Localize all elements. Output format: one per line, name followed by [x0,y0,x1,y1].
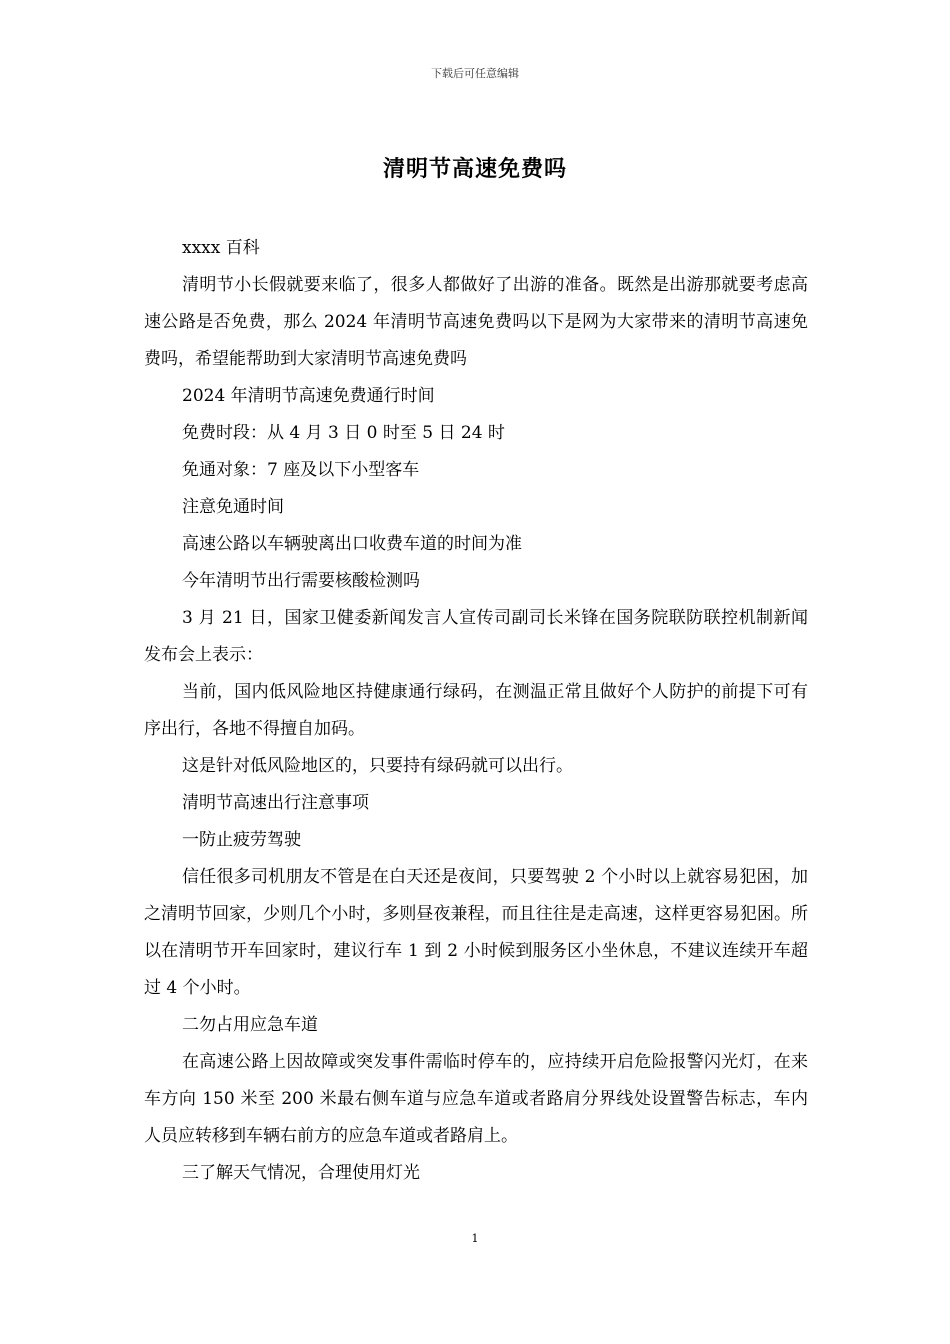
section-heading: 清明节高速出行注意事项 [182,793,369,813]
intro-paragraph: 清明节小长假就要来临了，很多人都做好了出游的准备。既然是出游那就要考虑高速公路是否免费，那么 2024 年清明节高速免费吗以下是网为大家带来的清明节高速免费吗，希望能帮助到大家清明节高速免费吗 [144,275,808,369]
document-body [144,230,808,1192]
section-heading: 今年清明节出行需要核酸检测吗 [182,571,420,591]
subsection-heading: 三了解天气情况，合理使用灯光 [182,1163,420,1183]
body-paragraph: 信任很多司机朋友不管是在白天还是夜间，只要驾驶 2 个小时以上就容易犯困，加之清明节回家，少则几个小时，多则昼夜兼程，而且往往是走高速，这样更容易犯困。所以在清明节开车回家时，建议行车 1 到 2 小时候到服务区小坐休息，不建议连续开车超过 4 个小时。 [144,867,808,998]
body-paragraph: 在高速公路上因故障或突发事件需临时停车的，应持续开启危险报警闪光灯，在来车方向 150 米至 200 米最右侧车道与应急车道或者路肩分界线处设置警告标志，车内人员应转移到车辆右前方的应急车道或者路肩上。 [144,1052,808,1146]
page-header: 下载后可任意编辑 [431,67,519,80]
page-number: 1 [471,1232,479,1245]
body-paragraph: 免费时段：从 4 月 3 日 0 时至 5 日 24 时 [182,423,505,443]
document-title: 清明节高速免费吗 [382,156,567,182]
body-paragraph: 这是针对低风险地区的，只要持有绿码就可以出行。 [182,756,573,776]
body-paragraph: 高速公路以车辆驶离出口收费车道的时间为准 [182,534,522,554]
subsection-heading: 一防止疲劳驾驶 [182,830,301,850]
section-heading: 2024 年清明节高速免费通行时间 [182,386,435,406]
section-heading: 注意免通时间 [182,497,284,517]
body-paragraph: 当前，国内低风险地区持健康通行绿码，在测温正常且做好个人防护的前提下可有序出行，各地不得擅自加码。 [144,682,808,739]
source-line: xxxx 百科 [182,238,260,258]
body-paragraph: 3 月 21 日，国家卫健委新闻发言人宣传司副司长米锋在国务院联防联控机制新闻发布会上表示： [144,608,808,665]
body-paragraph: 免通对象：7 座及以下小型客车 [182,460,420,480]
subsection-heading: 二勿占用应急车道 [182,1015,318,1035]
